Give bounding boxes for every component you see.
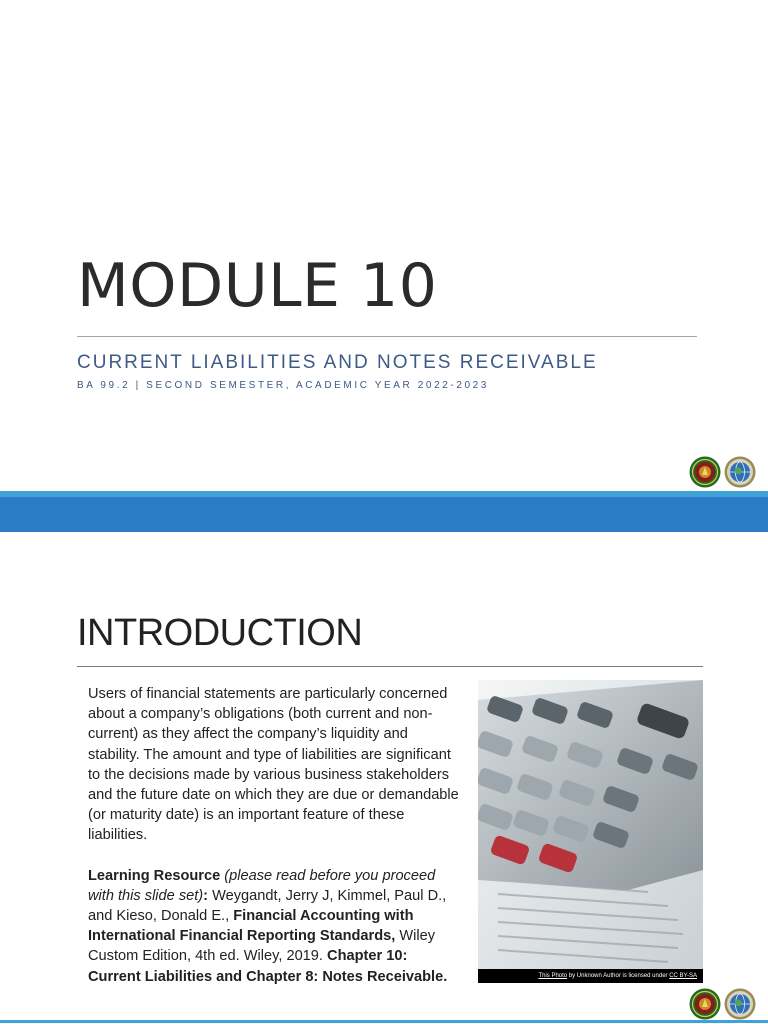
photo-caption-text: by Unknown Author is licensed under	[567, 973, 670, 979]
learning-resource-paragraph	[88, 866, 460, 987]
photo-caption	[478, 969, 703, 983]
calculator-photo	[478, 680, 703, 983]
title-divider	[77, 336, 697, 337]
module-subtitle: CURRENT LIABILITIES AND NOTES RECEIVABLE	[77, 352, 598, 373]
heading-divider	[77, 666, 703, 667]
university-seal-icon	[689, 456, 721, 488]
resource-edition: Wiley Custom Edition, 4th ed. Wiley, 2019.	[88, 928, 436, 965]
resource-colon: :	[203, 887, 209, 904]
globe-seal-icon	[724, 988, 756, 1020]
logo-group-bottom	[689, 988, 756, 1020]
intro-body	[88, 684, 460, 1007]
photo-source-link[interactable]: This Photo	[538, 973, 568, 979]
logo-group	[689, 456, 756, 488]
globe-seal-icon	[724, 456, 756, 488]
introduction-slide	[0, 532, 768, 1024]
course-info: BA 99.2 | SECOND SEMESTER, ACADEMIC YEAR 2022-2023	[77, 380, 489, 391]
calculator-image	[478, 680, 703, 983]
resource-label: Learning Resource	[88, 867, 221, 884]
license-link[interactable]: CC BY-SA	[669, 973, 697, 979]
footer-band-dark	[0, 497, 768, 532]
module-title: MODULE 10	[77, 251, 438, 321]
resource-authors: Weygandt, Jerry J, Kimmel, Paul D., and Kieso, Donald E.,	[88, 887, 447, 925]
resource-note: (please read before you proceed with this slide set)	[88, 867, 436, 904]
footer-line	[0, 1020, 768, 1023]
resource-book-title: Financial Accounting with International Financial Reporting Standards,	[88, 908, 414, 945]
resource-chapters: Chapter 10: Current Liabilities and Chapter 8: Notes Receivable.	[88, 948, 448, 985]
university-seal-icon	[689, 988, 721, 1020]
intro-paragraph: Users of financial statements are particularly concerned about a company’s obligations (both current and non-current) as they affect the company’s liquidity and stability. The amount and type of liabilities are significant to the decisions made by various business stakeholders and the future date on which they are due or demandable (or maturity date) is an important feature of these liabilities.	[88, 686, 459, 844]
section-heading: INTRODUCTION	[77, 612, 363, 654]
